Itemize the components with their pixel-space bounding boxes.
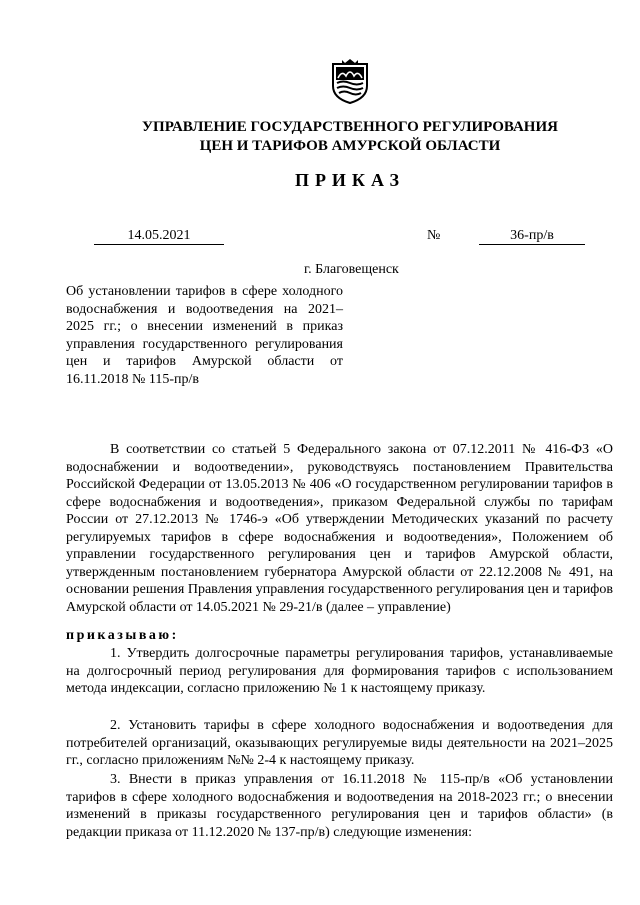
organization-name-line1: УПРАВЛЕНИЕ ГОСУДАРСТВЕННОГО РЕГУЛИРОВАНИЯ — [142, 119, 558, 135]
document-subject: Об установлении тарифов в сфере холодного водоснабжения и водоотведения на 2021–2025 гг.; о внесении изменений в приказ управления государственного регулирования цен и тарифов Амурской области от 16.11.2018 № 115-пр/в — [66, 284, 343, 387]
number-sign: № — [427, 228, 441, 243]
document-number: 36-пр/в — [479, 228, 585, 245]
order-item-1: 1. Утвердить долгосрочные параметры регулирования тарифов, устанавливаемые на долгосрочный период регулирования для формирования тарифов с использованием метода индексации, согласно приложению № 1 к настоящему приказу. — [66, 646, 613, 696]
city: г. Благовещенск — [304, 262, 399, 277]
coat-of-arms-icon — [330, 58, 370, 104]
order-item-2: 2. Установить тарифы в сфере холодного водоснабжения и водоотведения для потребителей организаций, оказывающих регулируемые виды деятельности на 2021–2025 гг., согласно приложениям №№ 2-4 к настоящему приказу. — [66, 718, 613, 768]
document-type: ПРИКАЗ — [294, 170, 406, 190]
order-item-3: 3. Внести в приказ управления от 16.11.2018 № 115-пр/в «Об установлении тарифов в сфере холодного водоснабжения и водоотведения на 2018-2023 гг.; о внесении изменений в приказы государственного регулирования цен и тарифов области» (в редакции приказа от 11.12.2020 № 137-пр/в) следующие изменения: — [66, 772, 613, 840]
document-date: 14.05.2021 — [94, 228, 224, 245]
organization-name-line2: ЦЕН И ТАРИФОВ АМУРСКОЙ ОБЛАСТИ — [199, 138, 501, 154]
order-word: приказываю: — [66, 628, 179, 643]
preamble-paragraph: В соответствии со статьей 5 Федерального закона от 07.12.2011 № 416-ФЗ «О водоснабжении и водоотведении», руководствуясь постановлением Правительства Российской Федерации от 13.05.2013 № 406 «О государственном регулировании тарифов в сфере водоснабжения и водоотведения», приказом Федеральной службы по тарифам России от 27.12.2013 № 1746-э «Об утверждении Методических указаний по расчету регулируемых тарифов в сфере водоснабжения и водоотведения», Положением об управлении государственного регулирования цен и тарифов Амурской области, утвержденным постановлением губернатора Амурской области от 22.12.2008 № 491, на основании решения Правления управления государственного регулирования цен и тарифов Амурской области от 14.05.2021 № 29-21/в (далее – управление) — [66, 442, 613, 615]
